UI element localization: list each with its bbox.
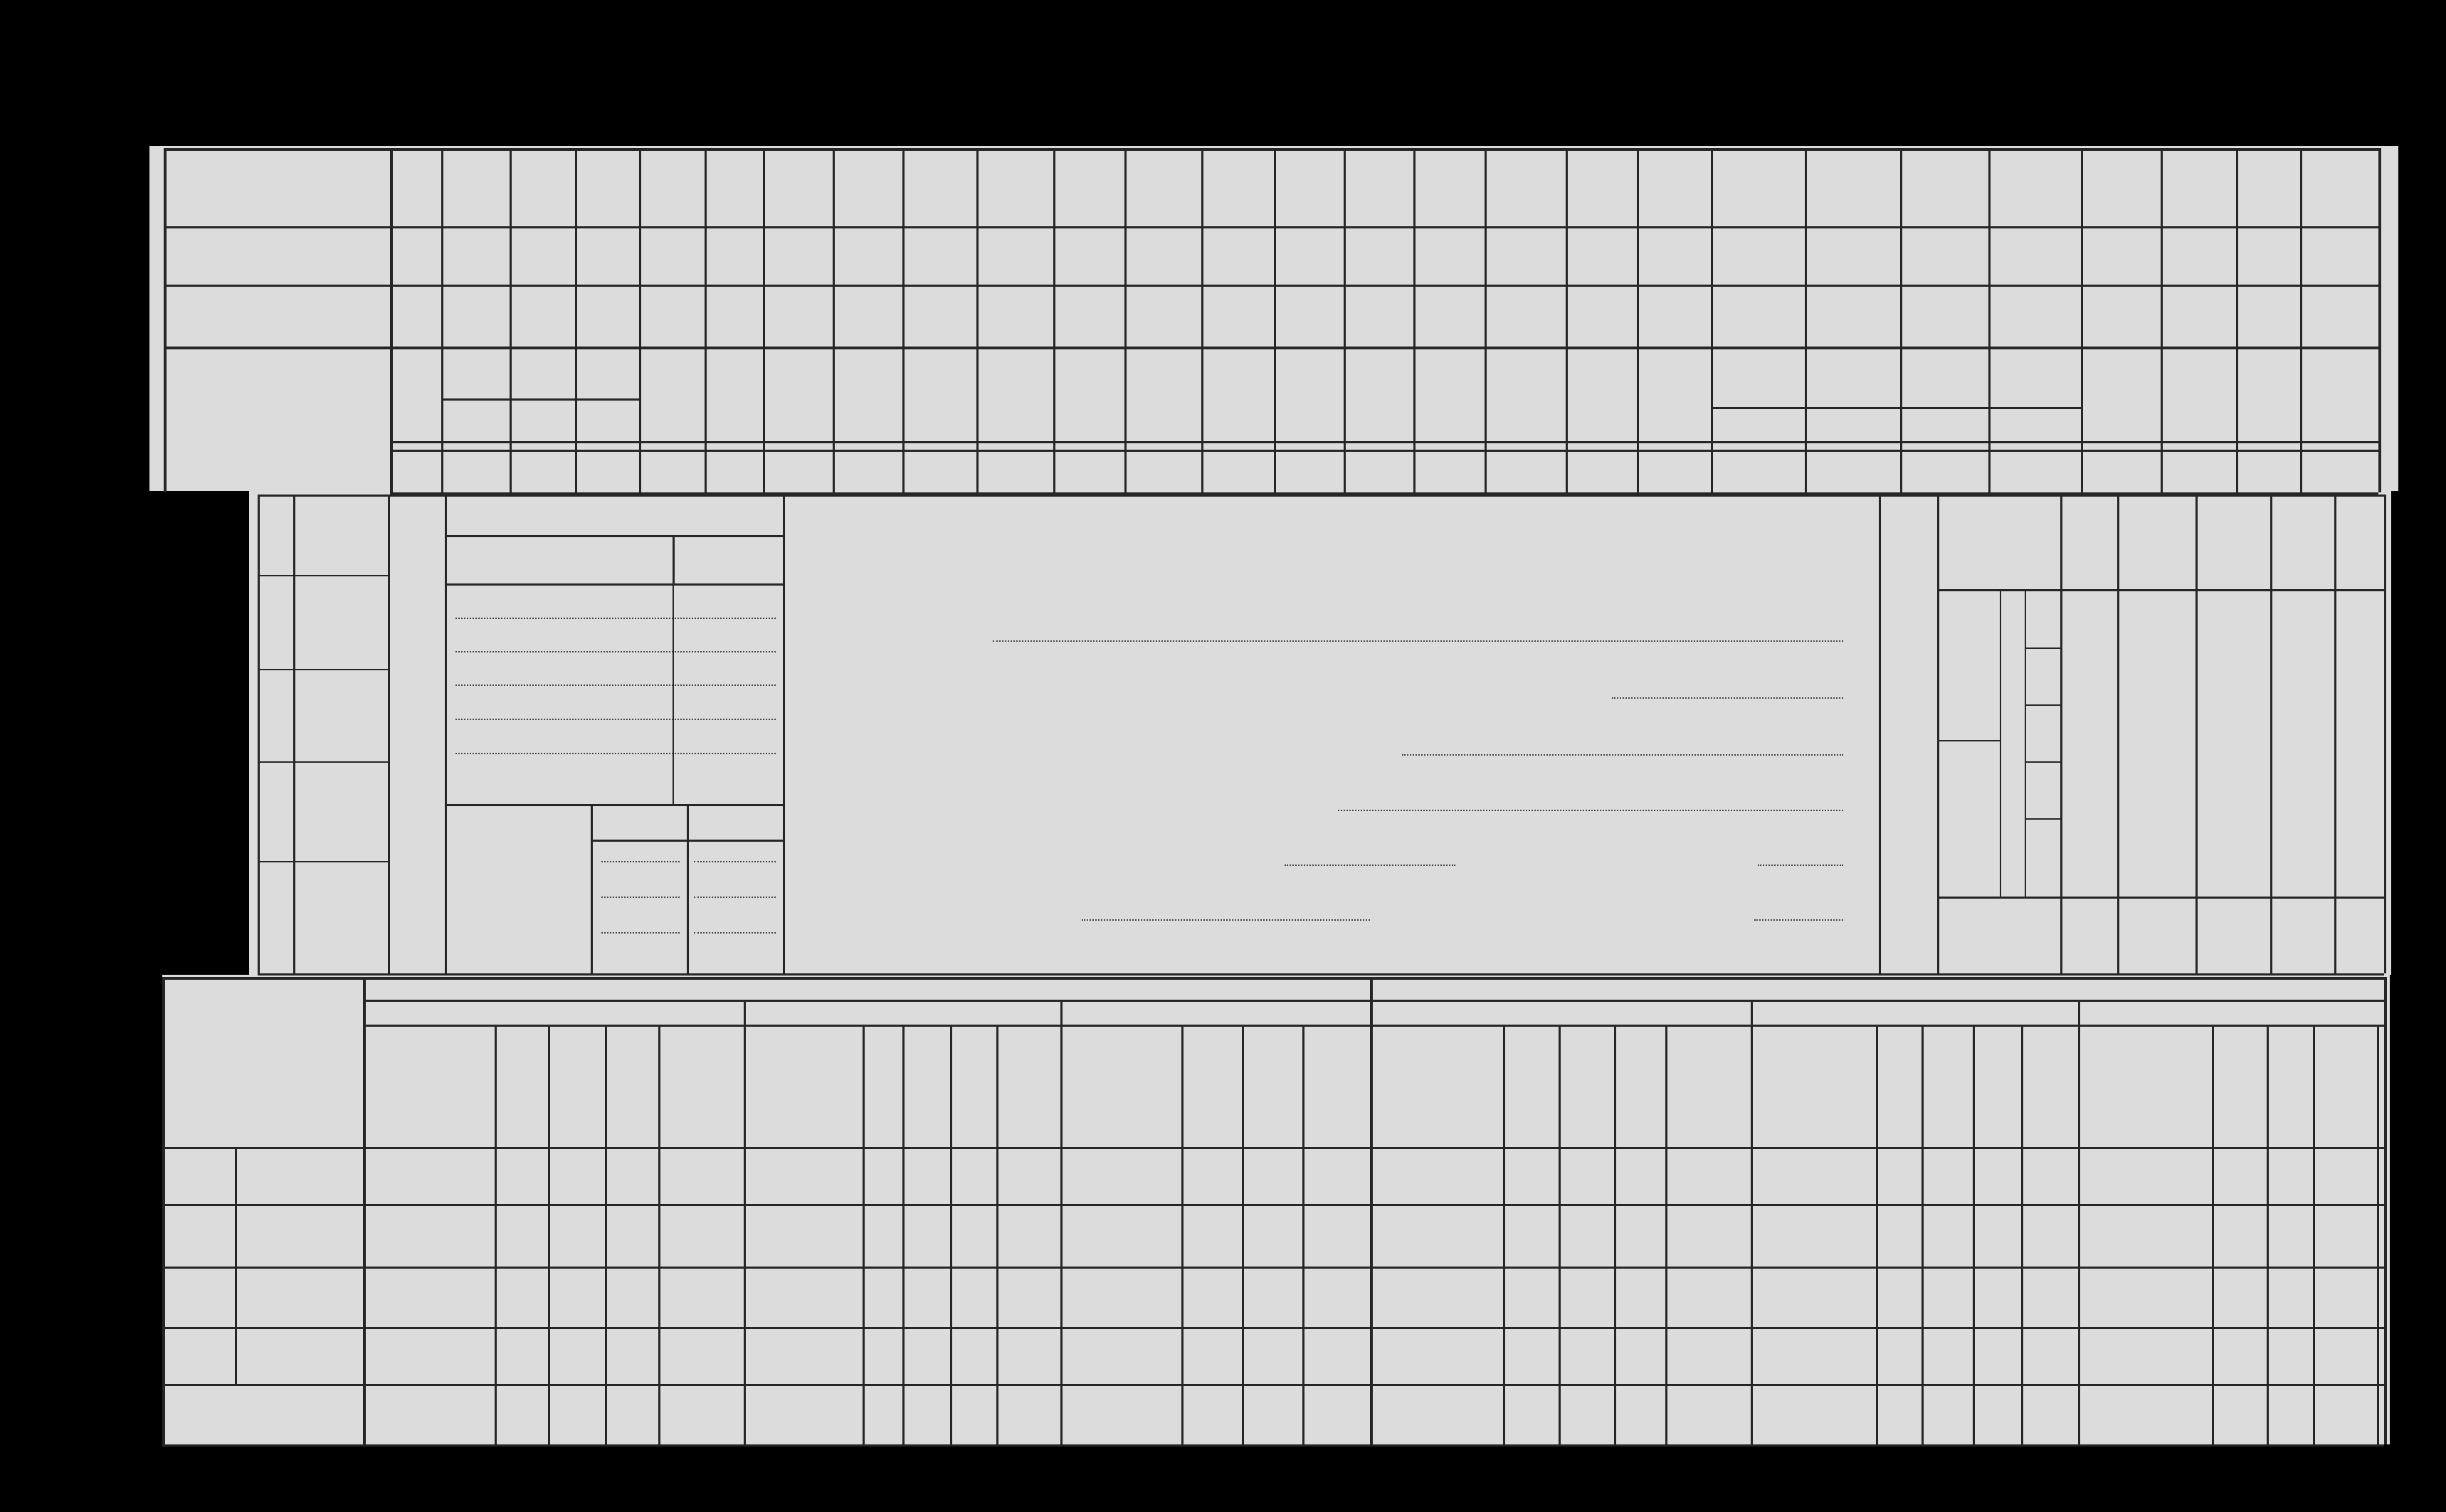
rule-line <box>445 495 447 973</box>
rule-line <box>575 148 577 492</box>
rule-line <box>591 804 593 973</box>
rule-line <box>2334 495 2336 973</box>
rule-line <box>2025 761 2060 763</box>
rule-line <box>744 1000 746 1444</box>
rule-line <box>2025 704 2060 706</box>
rule-line <box>1665 1025 1667 1444</box>
rule-line <box>1711 148 1713 492</box>
rule-line <box>1344 148 1346 492</box>
rule-line <box>548 1025 550 1444</box>
dotted-fill-line <box>1612 697 1843 699</box>
rule-line <box>1988 148 1991 492</box>
rule-line <box>495 1025 497 1444</box>
dotted-fill-line <box>1082 919 1370 921</box>
rule-line <box>658 1025 660 1444</box>
rule-line <box>445 535 783 537</box>
rule-line <box>2025 897 2060 898</box>
rule-line <box>1876 1025 1878 1444</box>
rule-line <box>996 1025 998 1444</box>
rule-line <box>2025 589 2060 591</box>
rule-line <box>1879 495 1881 973</box>
rule-line <box>902 148 905 492</box>
rule-line <box>1937 495 1939 973</box>
rule-line <box>673 535 675 583</box>
dotted-fill-line <box>1285 865 1455 866</box>
dotted-fill-line <box>694 897 776 898</box>
rule-line <box>2212 1025 2214 1444</box>
rule-line <box>2117 495 2119 973</box>
rule-line <box>950 1025 952 1444</box>
rule-line <box>510 148 512 492</box>
dotted-fill-line <box>1338 810 1843 811</box>
rule-line <box>235 1147 237 1384</box>
rule-line <box>363 1025 2384 1027</box>
rule-line <box>1937 740 2000 741</box>
rule-line <box>388 495 390 973</box>
rule-line <box>1370 977 1373 1444</box>
rule-line <box>2021 1025 2023 1444</box>
rule-line <box>390 441 2378 443</box>
rule-line <box>2300 148 2302 492</box>
rule-line <box>363 1000 2384 1002</box>
rule-line <box>1485 148 1487 492</box>
rule-line <box>363 977 366 1444</box>
dotted-fill-line <box>993 640 1843 642</box>
rule-line <box>1053 148 1055 492</box>
rule-line <box>1302 1025 1304 1444</box>
rule-line <box>445 804 783 806</box>
dotted-fill-line <box>601 932 680 934</box>
rule-line <box>902 1025 905 1444</box>
rule-line <box>2000 589 2001 897</box>
dotted-fill-line <box>694 932 776 934</box>
rule-line <box>162 1267 363 1269</box>
rule-line <box>2078 1000 2080 1444</box>
rule-line <box>1751 1000 1753 1444</box>
rule-line <box>164 148 167 492</box>
dotted-fill-line <box>1402 754 1843 756</box>
dotted-fill-line <box>601 861 680 862</box>
rule-line <box>863 1025 865 1444</box>
rule-line <box>390 450 2378 452</box>
rule-line <box>293 495 295 973</box>
rule-line <box>2025 589 2026 897</box>
rule-line <box>1900 148 1902 492</box>
dotted-fill-line <box>1754 919 1843 921</box>
dotted-fill-line <box>455 753 776 754</box>
rule-line <box>2195 495 2198 973</box>
rule-line <box>1922 1025 1924 1444</box>
rule-line <box>445 583 783 586</box>
rule-line <box>258 495 2384 497</box>
rule-line <box>1242 1025 1244 1444</box>
rule-line <box>783 495 785 973</box>
dotted-fill-line <box>455 719 776 720</box>
rule-line <box>2025 818 2060 820</box>
rule-line <box>1181 1025 1184 1444</box>
rule-line <box>976 148 979 492</box>
rule-line <box>1973 1025 1975 1444</box>
rule-line <box>2377 1025 2379 1444</box>
rule-line <box>1805 148 1807 492</box>
rule-line <box>2060 897 2384 899</box>
rule-line <box>2060 589 2384 591</box>
dotted-fill-line <box>694 861 776 862</box>
rule-line <box>1201 148 1203 492</box>
rule-line <box>258 861 388 862</box>
rule-line <box>162 1444 2384 1447</box>
rule-line <box>441 148 443 492</box>
rule-line <box>2161 148 2163 492</box>
rule-line <box>1566 148 1568 492</box>
rule-line <box>2267 1025 2269 1444</box>
rule-line <box>2313 1025 2315 1444</box>
rule-line <box>258 495 260 973</box>
rule-line <box>1413 148 1416 492</box>
rule-line <box>1637 148 1639 492</box>
dotted-fill-line <box>455 651 776 652</box>
rule-line <box>1124 148 1127 492</box>
rule-line <box>258 575 388 576</box>
rule-line <box>605 1025 607 1444</box>
rule-line <box>258 973 2384 976</box>
rule-line <box>162 977 2384 980</box>
dotted-fill-line <box>1758 865 1843 866</box>
rule-line <box>705 148 707 492</box>
rule-line <box>591 840 783 842</box>
rule-line <box>258 669 388 670</box>
rule-line <box>441 398 639 401</box>
rule-line <box>2081 148 2083 492</box>
middle-sheet <box>249 491 2391 975</box>
rule-line <box>2025 647 2060 649</box>
rule-line <box>1060 1000 1063 1444</box>
rule-line <box>2378 148 2381 492</box>
rule-line <box>164 347 2378 349</box>
rule-line <box>673 583 674 804</box>
rule-line <box>2236 148 2238 492</box>
rule-line <box>1503 1025 1505 1444</box>
rule-line <box>833 148 835 492</box>
rule-line <box>164 285 2378 287</box>
dotted-fill-line <box>601 897 680 898</box>
rule-line <box>2384 495 2386 973</box>
rule-line <box>687 804 689 973</box>
rule-line <box>2060 495 2062 973</box>
rule-line <box>390 148 393 492</box>
rule-line <box>2270 495 2272 973</box>
rule-line <box>164 226 2378 228</box>
rule-line <box>162 977 165 1444</box>
rule-line <box>258 761 388 763</box>
rule-line <box>2384 977 2387 1444</box>
rule-line <box>639 148 641 492</box>
rule-line <box>1274 148 1276 492</box>
rule-line <box>1614 1025 1616 1444</box>
rule-line <box>1559 1025 1561 1444</box>
rule-line <box>164 148 2378 151</box>
dotted-fill-line <box>455 684 776 686</box>
rule-line <box>763 148 765 492</box>
rule-line <box>258 495 388 497</box>
dotted-fill-line <box>455 618 776 619</box>
rule-line <box>1711 407 2081 409</box>
